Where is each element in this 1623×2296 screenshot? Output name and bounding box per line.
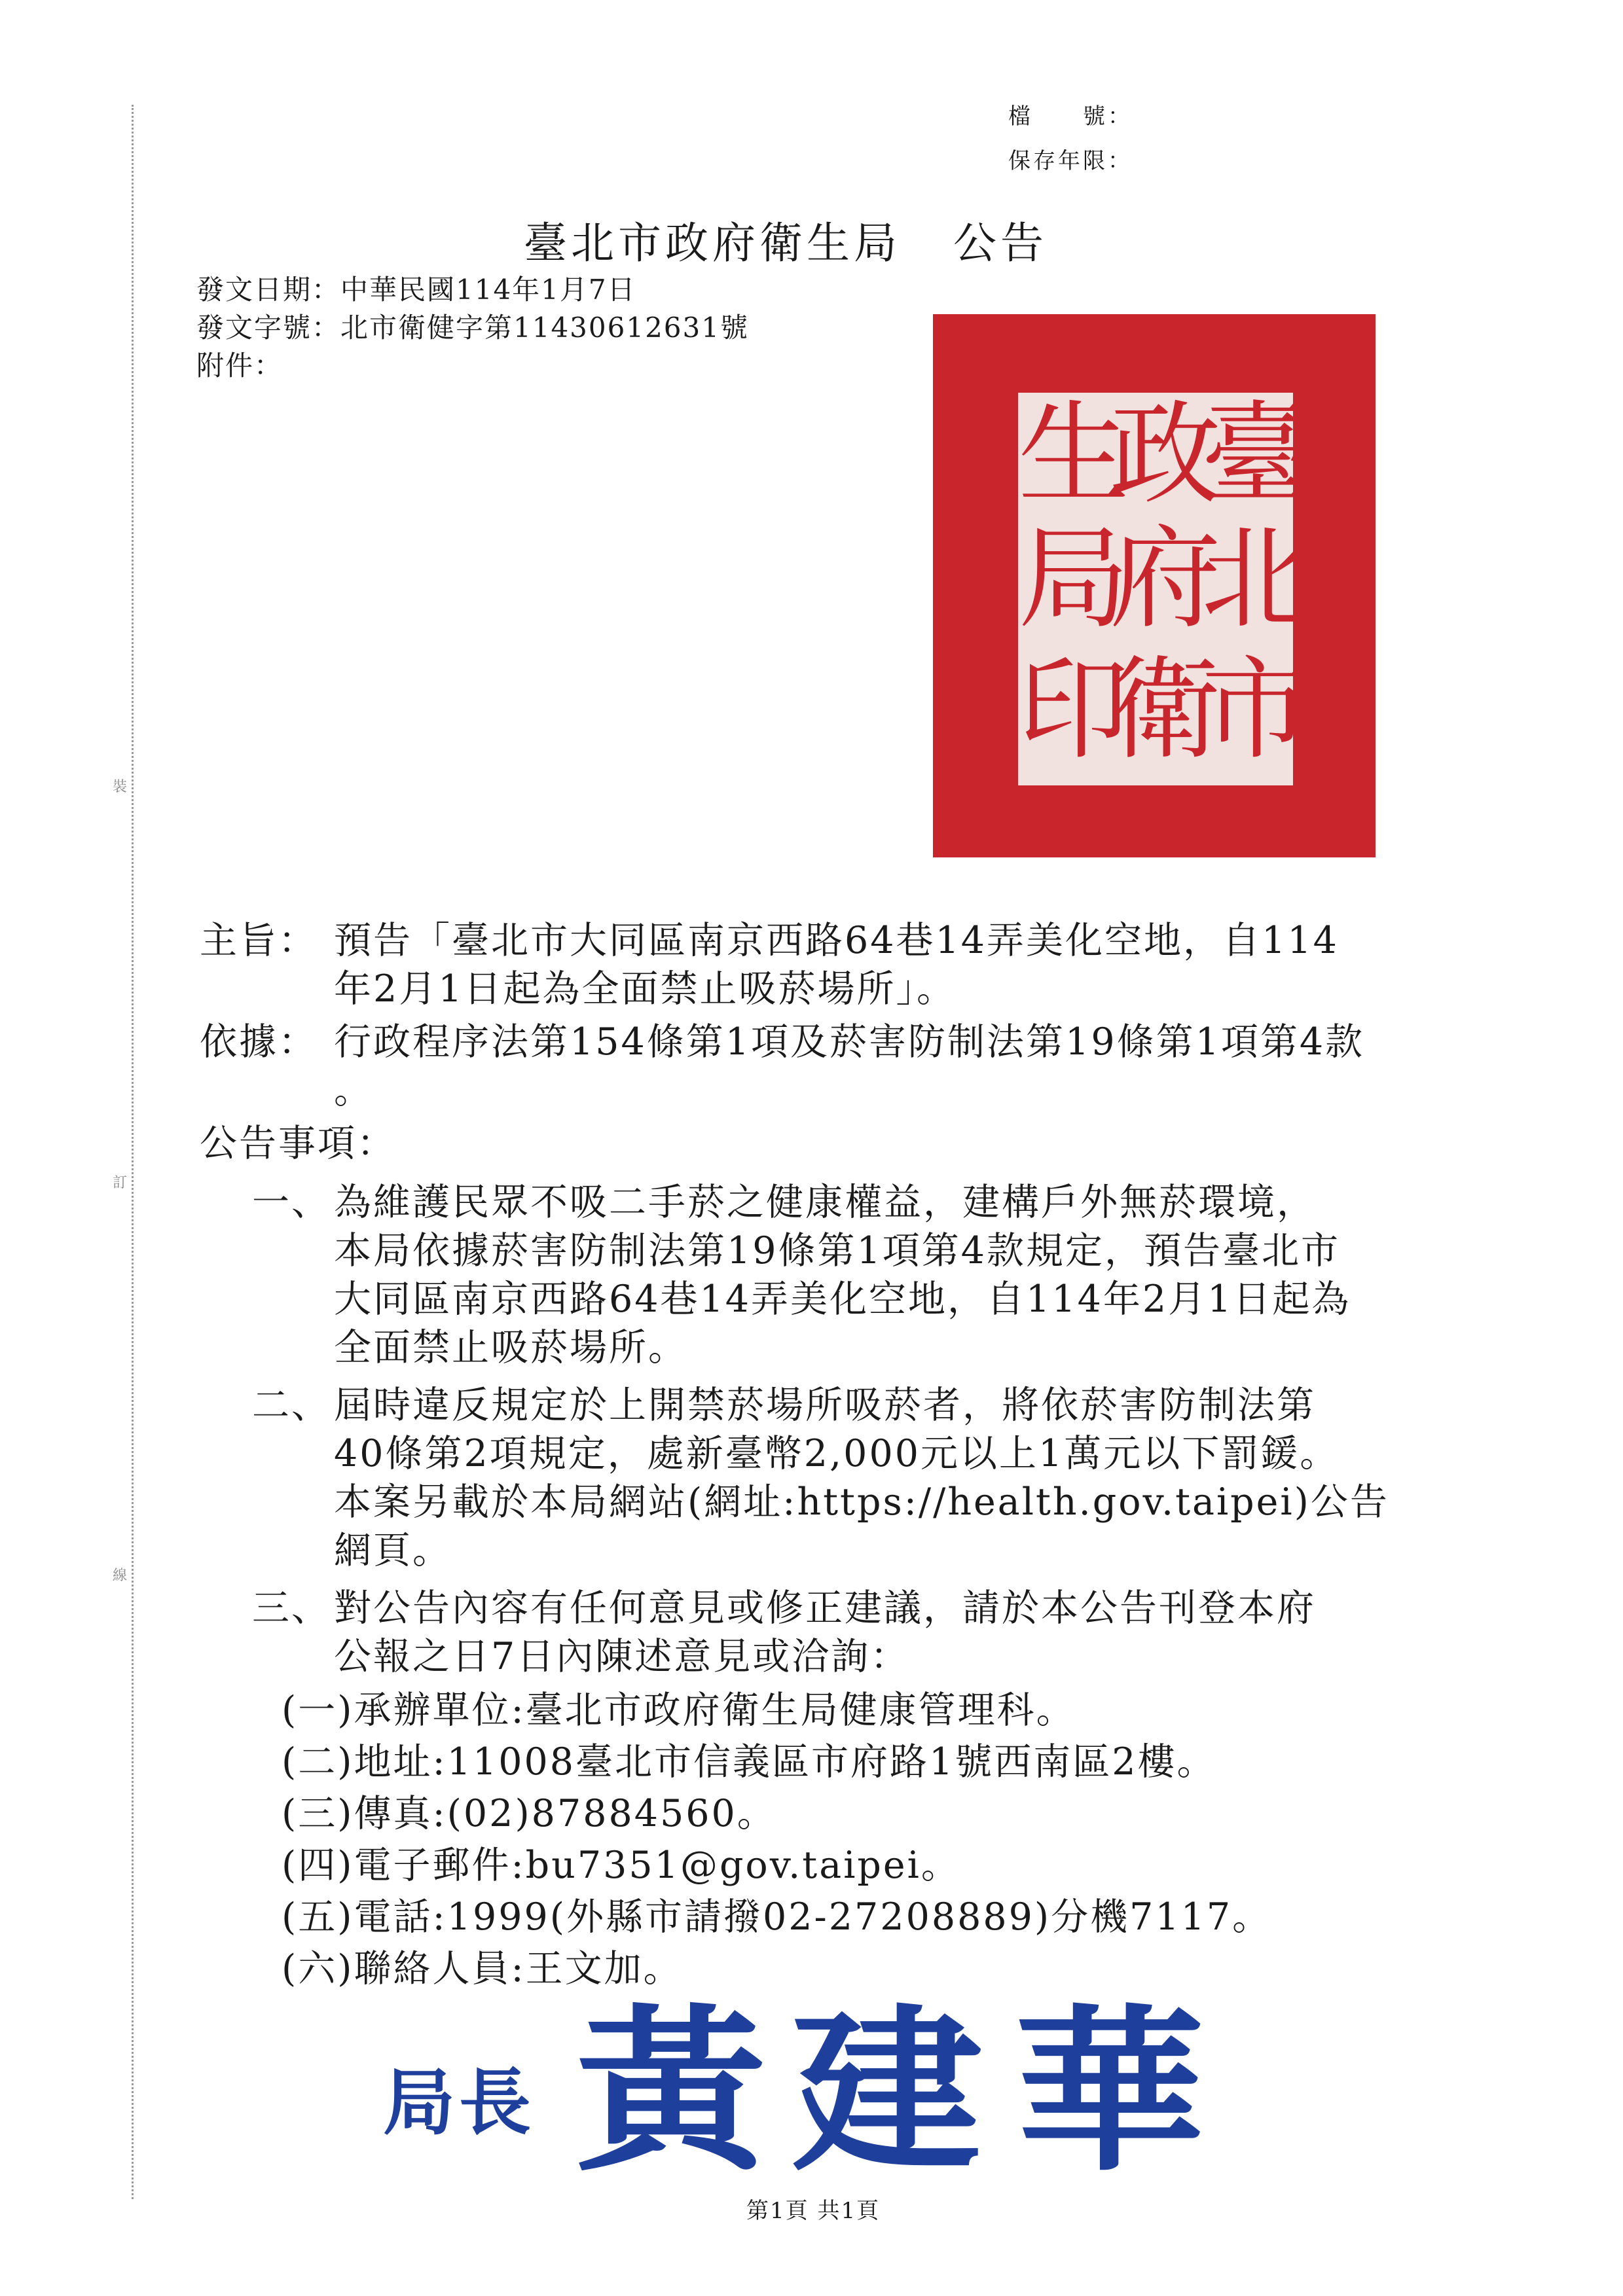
- subject-line-2: 年2月1日起為全面禁止吸菸場所」。: [334, 967, 957, 1011]
- document-title: [524, 208, 1048, 270]
- seal-char-8: 局: [1018, 514, 1130, 644]
- notice-label: 公告事項：: [200, 1122, 396, 1165]
- signature-title: 局長: [383, 2060, 535, 2145]
- binding-mark-2: 訂: [113, 1175, 128, 1191]
- page-number: 第1頁 共1頁: [746, 2198, 881, 2224]
- notice-item-2-line-4: 網頁。: [334, 1529, 452, 1572]
- seal-char-4: 政: [1110, 390, 1222, 520]
- issue-date-label: 發文日期：: [196, 274, 341, 306]
- seal-char-5: 府: [1110, 514, 1222, 644]
- binding-mark-1: 裝: [113, 779, 128, 795]
- notice-item-1-line-3: 大同區南京西路64巷14弄美化空地，自114年2月1日起為: [334, 1278, 1351, 1321]
- notice-item-2-line-1: 屆時違反規定於上開禁菸場所吸菸者，將依菸害防制法第: [334, 1384, 1316, 1427]
- contact-person: (六)聯絡人員:王文加。: [282, 1947, 683, 1990]
- basis-line-1: 行政程序法第154條第1項及菸害防制法第19條第1項第4款: [334, 1020, 1365, 1064]
- retention-label: 保存年限：: [1008, 148, 1133, 174]
- reference-number: [196, 306, 749, 346]
- file-number: [1008, 98, 1146, 130]
- basis-line-2: 。: [334, 1069, 373, 1112]
- attachment: [196, 344, 283, 384]
- binding-mark-3: 線: [113, 1568, 128, 1584]
- notice-item-1-number: 一、: [252, 1181, 331, 1224]
- seal-char-6: 衛: [1110, 645, 1222, 775]
- contact-unit: (一)承辦單位:臺北市政府衛生局健康管理科。: [282, 1689, 1076, 1732]
- signature-char-3: 華: [1014, 1987, 1205, 2195]
- notice-item-3-number: 三、: [252, 1587, 331, 1630]
- attachment-label: 附件：: [196, 350, 283, 382]
- notice-item-2-line-2: 40條第2項規定，處新臺幣2,000元以上1萬元以下罰鍰。: [334, 1432, 1340, 1475]
- signature-char-2: 建: [792, 1987, 983, 2195]
- notice-item-3-line-2: 公報之日7日內陳述意見或洽詢：: [334, 1635, 910, 1678]
- contact-email: (四)電子郵件:bu7351@gov.taipei。: [282, 1844, 960, 1887]
- subject-line-1: 預告「臺北市大同區南京西路64巷14弄美化空地，自114: [334, 919, 1339, 962]
- contact-phone: (五)電話:1999(外縣市請撥02-27208889)分機7117。: [282, 1895, 1272, 1939]
- subject-label: 主旨：: [200, 919, 318, 962]
- seal-char-2: 北: [1201, 514, 1313, 644]
- seal-char-3: 市: [1201, 645, 1313, 775]
- binding-line: [132, 105, 134, 2199]
- signature-char-1: 黃: [575, 1987, 767, 2195]
- notice-item-2-line-3: 本案另載於本局網站(網址:https://health.gov.taipei)公告: [334, 1480, 1389, 1524]
- issue-date: [196, 268, 636, 308]
- seal-char-1: 臺: [1201, 390, 1313, 520]
- agency-name: 臺北市政府衛生局: [524, 218, 901, 268]
- issue-date-value: 中華民國114年1月7日: [340, 274, 636, 306]
- contact-fax: (三)傳真:(02)87884560。: [282, 1792, 776, 1835]
- notice-item-1-line-2: 本局依據菸害防制法第19條第1項第4款規定，預告臺北市: [334, 1229, 1341, 1272]
- basis-label: 依據：: [200, 1020, 318, 1064]
- reference-number-value: 北市衛健字第11430612631號: [340, 312, 749, 344]
- reference-number-label: 發文字號：: [196, 312, 341, 344]
- notice-item-2-number: 二、: [252, 1384, 331, 1427]
- notice-item-1-line-4: 全面禁止吸菸場所。: [334, 1326, 687, 1369]
- retention-period: [1008, 143, 1146, 175]
- seal-face: [1018, 390, 1313, 785]
- notice-item-3-line-1: 對公告內容有任何意見或修正建議，請於本公告刊登本府: [334, 1587, 1316, 1630]
- contact-address: (二)地址:11008臺北市信義區市府路1號西南區2樓。: [282, 1740, 1216, 1784]
- notice-item-1-line-1: 為維護民眾不吸二手菸之健康權益，建構戶外無菸環境，: [334, 1181, 1316, 1224]
- seal-char-9: 印: [1018, 645, 1130, 775]
- document-type: 公告: [953, 218, 1048, 268]
- official-seal-stamp: [933, 314, 1376, 857]
- file-number-label: 檔 號：: [1008, 103, 1133, 130]
- seal-char-7: 生: [1018, 390, 1130, 520]
